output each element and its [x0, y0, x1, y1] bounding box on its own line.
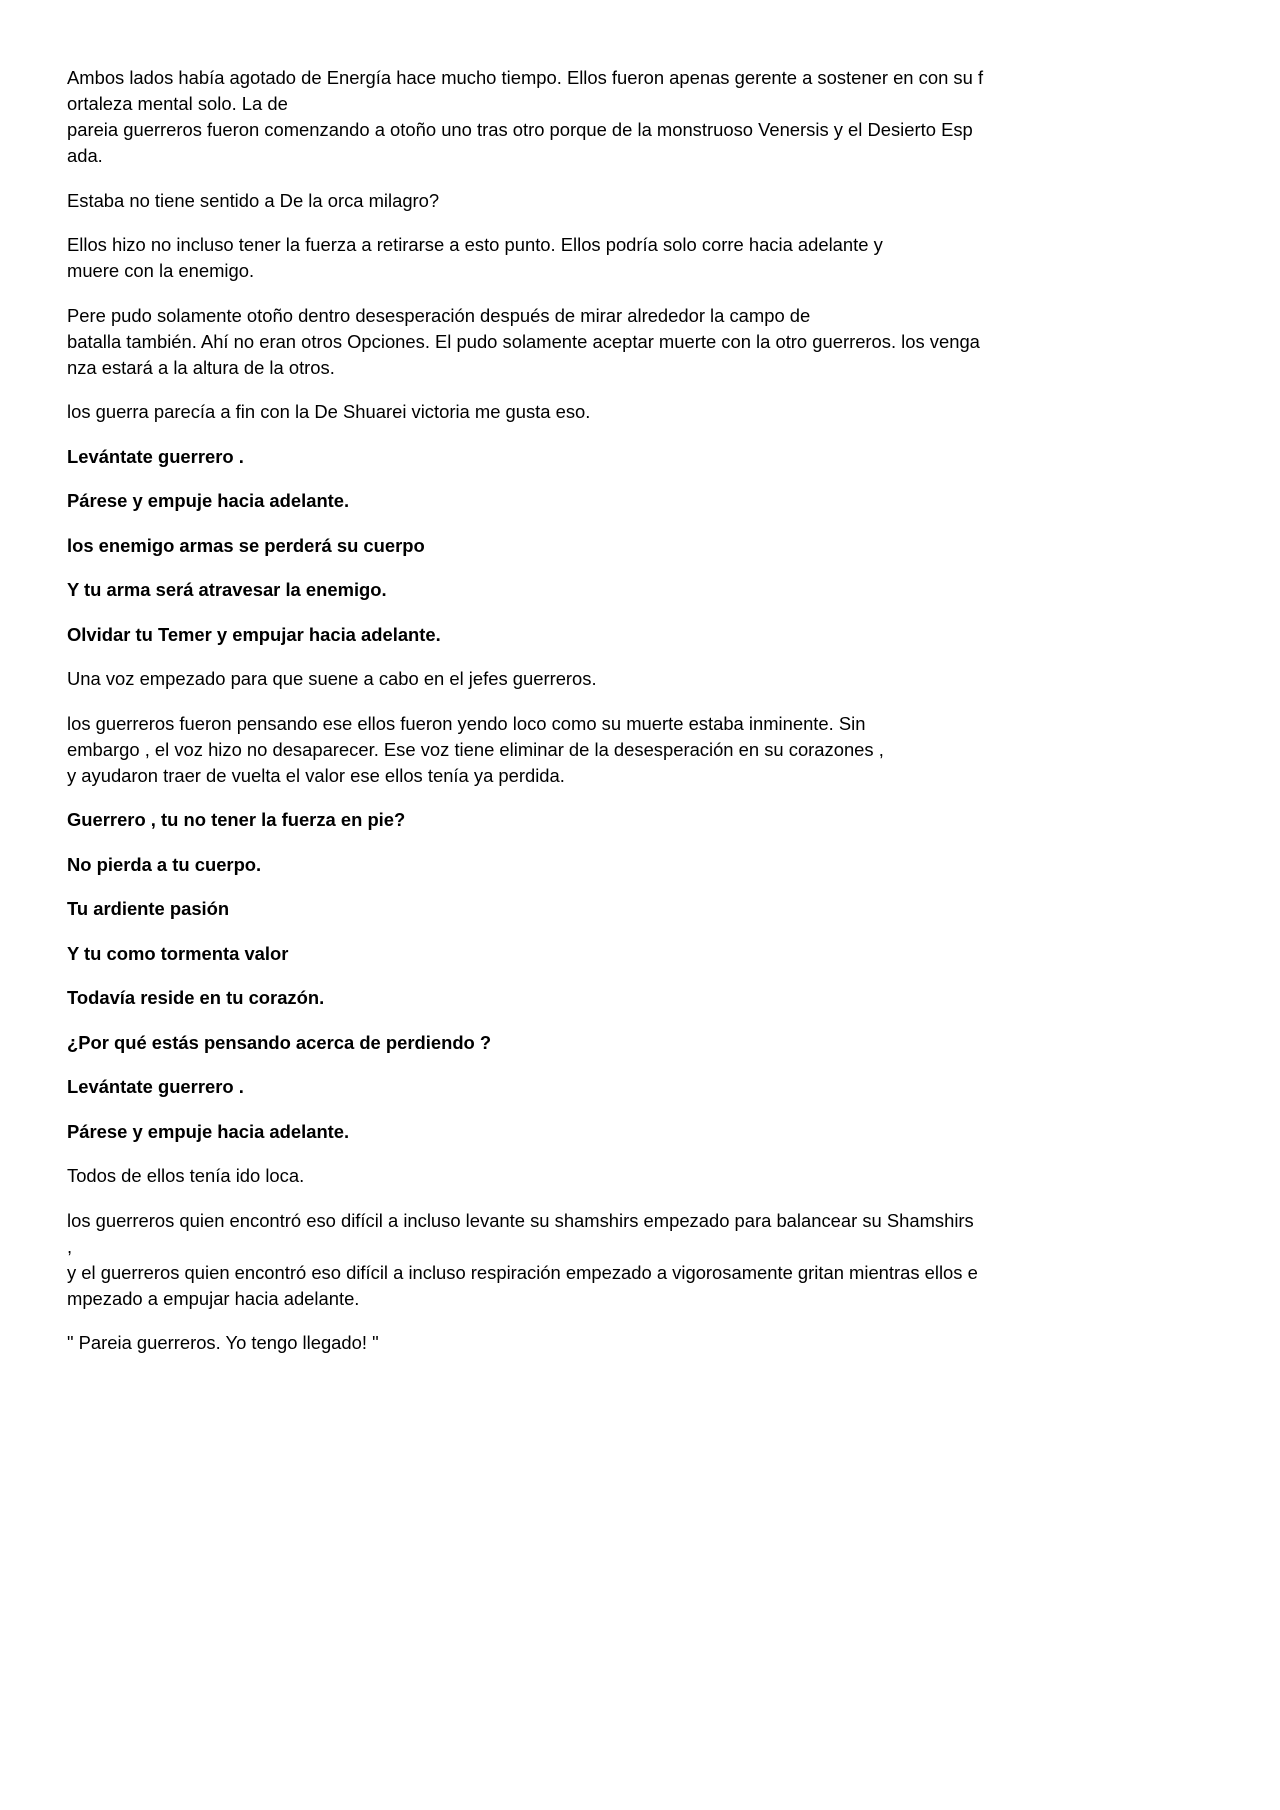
- text-line: Guerrero , tu no tener la fuerza en pie?: [67, 809, 406, 830]
- text-line: batalla también. Ahí no eran otros Opciones. El pudo solamente aceptar muerte con la otro guerreros. los venga: [67, 330, 980, 352]
- text-line: y el guerreros quien encontró eso difícil a incluso respiración empezado a vigorosamente gritan mientras ellos e: [67, 1261, 978, 1283]
- text-line: ,: [67, 1235, 73, 1257]
- document-body: [67, 65, 1047, 1375]
- text-line: Levántate guerrero .: [67, 445, 244, 467]
- text-line: Y tu arma será atravesar la enemigo.: [67, 579, 387, 600]
- bold-paragraph: [67, 985, 1047, 1011]
- bold-paragraph: [67, 1119, 1047, 1145]
- bold-paragraph: [67, 807, 1047, 833]
- paragraph: [67, 65, 1047, 169]
- paragraph: [67, 232, 1047, 284]
- bold-paragraph: [67, 1074, 1047, 1100]
- bold-paragraph: [67, 852, 1047, 878]
- text-line: ada.: [67, 145, 103, 166]
- text-line: ortaleza mental solo. La de: [67, 93, 288, 114]
- text-line: los enemigo armas se perderá su cuerpo: [67, 534, 425, 556]
- text-line: Todos de ellos tenía ido loca.: [67, 1165, 305, 1186]
- bold-paragraph: [67, 488, 1047, 514]
- text-line: Párese y empuje hacia adelante.: [67, 490, 350, 511]
- text-line: mpezado a empujar hacia adelante.: [67, 1287, 360, 1309]
- text-line: los guerreros quien encontró eso difícil a incluso levante su shamshirs empezado para balancear su Shamshirs: [67, 1209, 974, 1231]
- text-line: embargo , el voz hizo no desaparecer. Ese voz tiene eliminar de la desesperación en su corazones ,: [67, 738, 884, 760]
- text-line: nza estará a la altura de la otros.: [67, 356, 335, 378]
- bold-paragraph: [67, 622, 1047, 648]
- paragraph: [67, 399, 1047, 425]
- text-line: Párese y empuje hacia adelante.: [67, 1120, 350, 1142]
- text-line: Tu ardiente pasión: [67, 898, 230, 919]
- text-line: Pere pudo solamente otoño dentro desesperación después de mirar alrededor la campo de: [67, 304, 811, 326]
- text-line: Levántate guerrero .: [67, 1076, 244, 1097]
- text-line: los guerreros fueron pensando ese ellos fueron yendo loco como su muerte estaba inminente. Sin: [67, 712, 866, 734]
- text-line: muere con la enemigo.: [67, 260, 255, 281]
- text-line: y ayudaron traer de vuelta el valor ese ellos tenía ya perdida.: [67, 764, 565, 786]
- bold-paragraph: [67, 896, 1047, 922]
- text-line: Estaba no tiene sentido a De la orca milagro?: [67, 189, 440, 211]
- paragraph: [67, 1330, 1047, 1356]
- text-line: Olvidar tu Temer y empujar hacia adelante.: [67, 623, 441, 645]
- paragraph: [67, 711, 1047, 789]
- text-line: ¿Por qué estás pensando acerca de perdiendo ?: [67, 1031, 492, 1053]
- paragraph: [67, 666, 1047, 692]
- text-line: Y tu como tormenta valor: [67, 942, 289, 964]
- bold-paragraph: [67, 444, 1047, 470]
- paragraph: [67, 303, 1047, 381]
- text-line: " Pareia guerreros. Yo tengo llegado! ": [67, 1332, 379, 1353]
- bold-paragraph: [67, 577, 1047, 603]
- bold-paragraph: [67, 1030, 1047, 1056]
- text-line: Ambos lados había agotado de Energía hace mucho tiempo. Ellos fueron apenas gerente a sostener en con su f: [67, 67, 984, 88]
- paragraph: [67, 188, 1047, 214]
- paragraph: [67, 1208, 1047, 1312]
- text-line: los guerra parecía a fin con la De Shuarei victoria me gusta eso.: [67, 401, 591, 422]
- text-line: Ellos hizo no incluso tener la fuerza a retirarse a esto punto. Ellos podría solo corre hacia adelante y: [67, 234, 883, 255]
- paragraph: [67, 1163, 1047, 1189]
- text-line: pareia guerreros fueron comenzando a otoño uno tras otro porque de la monstruoso Venersis y el Desierto Esp: [67, 119, 973, 140]
- text-line: Una voz empezado para que suene a cabo en el jefes guerreros.: [67, 668, 597, 689]
- bold-paragraph: [67, 941, 1047, 967]
- bold-paragraph: [67, 533, 1047, 559]
- text-line: Todavía reside en tu corazón.: [67, 987, 325, 1008]
- text-line: No pierda a tu cuerpo.: [67, 853, 262, 875]
